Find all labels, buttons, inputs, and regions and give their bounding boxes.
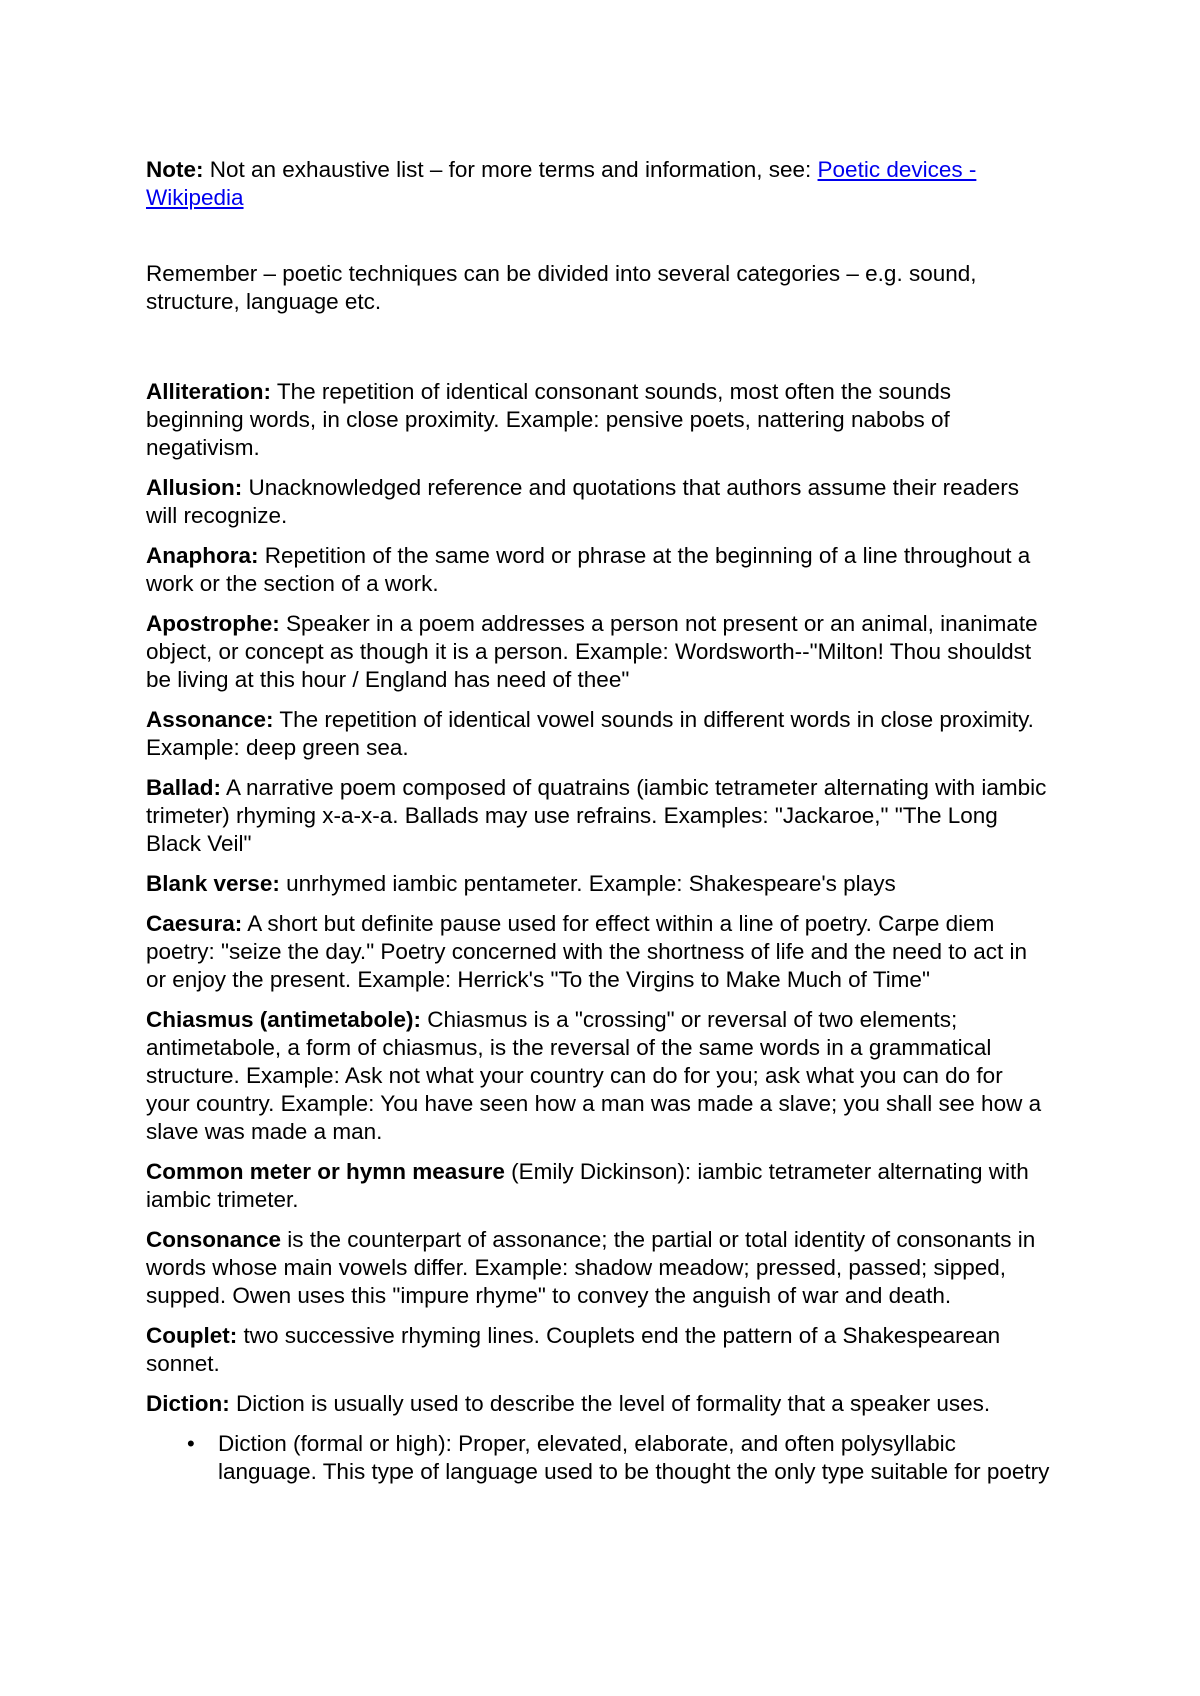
note-text: Not an exhaustive list – for more terms and information, see: xyxy=(203,157,818,182)
term-label: Apostrophe: xyxy=(146,611,280,636)
term-apostrophe xyxy=(146,610,1050,694)
term-definition: two successive rhyming lines. Couplets end the pattern of a Shakespearean sonnet. xyxy=(146,1323,1001,1376)
term-label: Common meter or hymn measure xyxy=(146,1159,505,1184)
term-label: Chiasmus (antimetabole): xyxy=(146,1007,422,1032)
list-item xyxy=(187,1430,1050,1486)
term-definition: Repetition of the same word or phrase at the beginning of a line throughout a work or the section of a work. xyxy=(146,543,1031,596)
wikipedia-link[interactable]: Poetic devices - Wikipedia xyxy=(146,157,977,210)
term-label: Caesura: xyxy=(146,911,243,936)
note-label: Note: xyxy=(146,157,204,182)
bullet-icon: • xyxy=(187,1431,195,1456)
term-definition: Unacknowledged reference and quotations that authors assume their readers will recognize. xyxy=(146,475,1019,528)
term-definition: The repetition of identical vowel sounds in different words in close proximity. Example: deep green sea. xyxy=(146,707,1034,760)
remember-paragraph: Remember – poetic techniques can be divided into several categories – e.g. sound, structure, language etc. xyxy=(146,261,977,314)
term-definition: Diction is usually used to describe the level of formality that a speaker uses. xyxy=(229,1391,991,1416)
term-allusion xyxy=(146,474,1050,530)
term-definition: Speaker in a poem addresses a person not present or an animal, inanimate object, or concept as though it is a person. Example: Wordsworth--"Milton! Thou shouldst be living at this hour / England has need of thee" xyxy=(146,611,1038,692)
term-label: Assonance: xyxy=(146,707,274,732)
term-definition: unrhymed iambic pentameter. Example: Shakespeare's plays xyxy=(279,871,896,896)
term-blank-verse xyxy=(146,870,1050,898)
term-definition: The repetition of identical consonant sounds, most often the sounds beginning words, in close proximity. Example: pensive poets, nattering nabobs of negativism. xyxy=(146,379,952,460)
term-anaphora xyxy=(146,542,1050,598)
term-caesura xyxy=(146,910,1050,994)
term-couplet xyxy=(146,1322,1050,1378)
term-consonance xyxy=(146,1226,1050,1310)
term-label: Blank verse: xyxy=(146,871,280,896)
term-label: Diction: xyxy=(146,1391,230,1416)
term-chiasmus xyxy=(146,1006,1050,1146)
term-label: Alliteration: xyxy=(146,379,272,404)
term-definition: (Emily Dickinson): iambic tetrameter alternating with iambic trimeter. xyxy=(146,1159,1029,1212)
term-alliteration xyxy=(146,378,1050,462)
term-diction xyxy=(146,1390,1050,1418)
term-definition: A narrative poem composed of quatrains (iambic tetrameter alternating with iambic trimeter) rhyming x-a-x-a. Ballads may use refrains. Examples: "Jackaroe," "The Long Black Veil" xyxy=(146,775,1047,856)
term-ballad xyxy=(146,774,1050,858)
term-definition: A short but definite pause used for effect within a line of poetry. Carpe diem poetry: "seize the day." Poetry concerned with the shortness of life and the need to act in or enjoy the present. Example: Herrick's "To the Virgins to Make Much of Time" xyxy=(146,911,1028,992)
term-label: Allusion: xyxy=(146,475,243,500)
term-label: Consonance xyxy=(146,1227,282,1252)
term-common-meter xyxy=(146,1158,1050,1214)
term-label: Couplet: xyxy=(146,1323,238,1348)
term-label: Ballad: xyxy=(146,775,222,800)
list-item-text: Diction (formal or high): Proper, elevated, elaborate, and often polysyllabic language. This type of language used to be thought the only type suitable for poetry xyxy=(218,1431,1050,1484)
note-paragraph xyxy=(146,156,1050,212)
term-label: Anaphora: xyxy=(146,543,259,568)
term-assonance xyxy=(146,706,1050,762)
diction-bullet-list xyxy=(146,1430,1050,1486)
term-definition: is the counterpart of assonance; the partial or total identity of consonants in words whose main vowels differ. Example: shadow meadow; pressed, passed; sipped, supped. Owen uses this "impure rhyme" to convey the anguish of war and death. xyxy=(146,1227,1036,1308)
term-definition: Chiasmus is a "crossing" or reversal of two elements; antimetabole, a form of chiasmus, is the reversal of the same words in a grammatical structure. Example: Ask not what your country can do for you; ask what you can do for your country. Example: You have seen how a man was made a slave; you shall see how a slave was made a man. xyxy=(146,1007,1042,1144)
